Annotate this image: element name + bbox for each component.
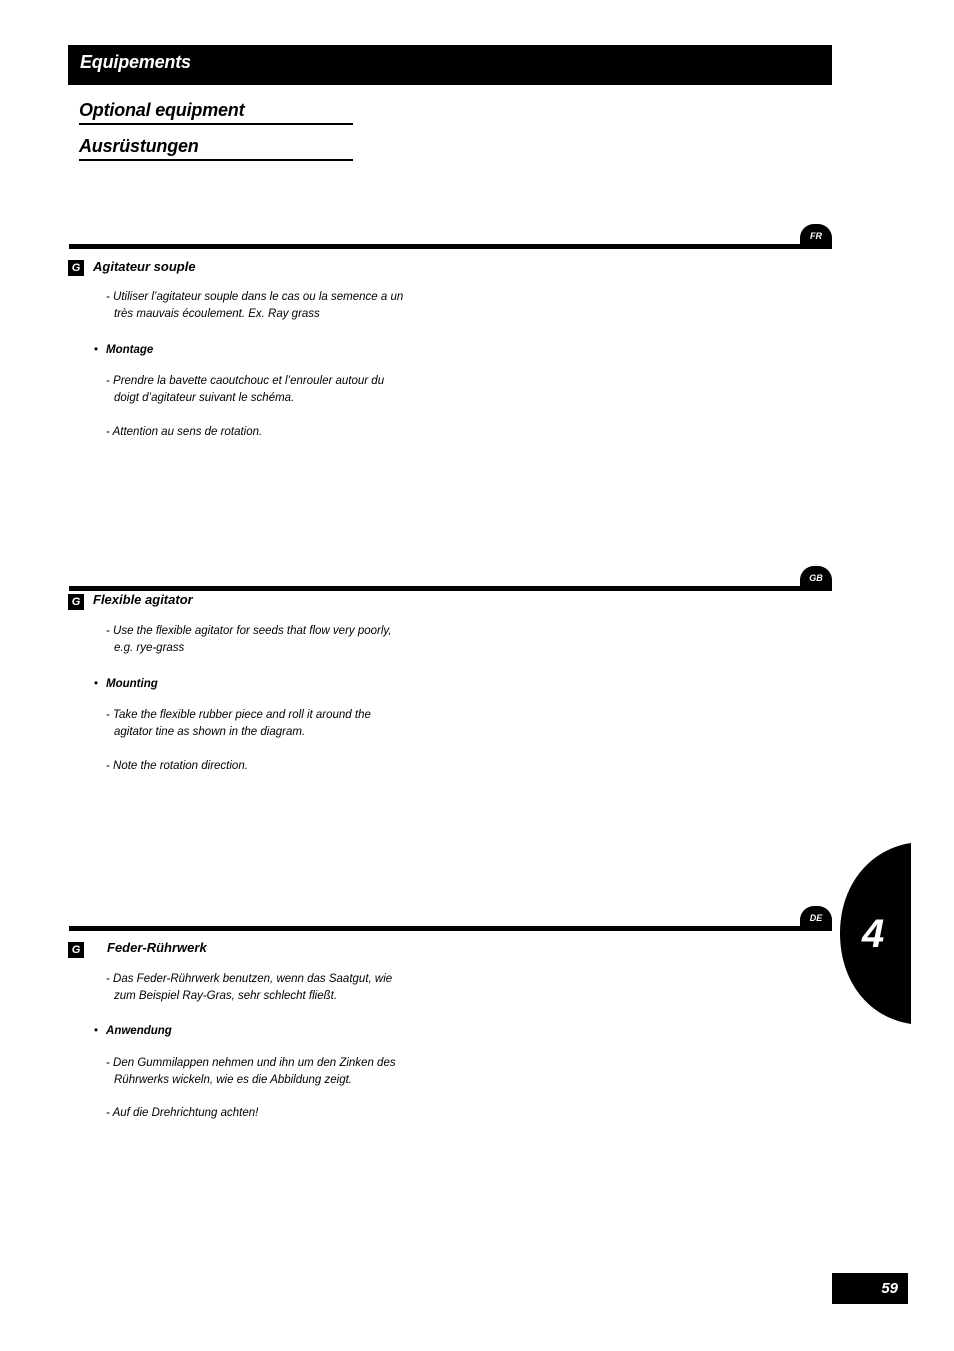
page-number: 59 [832, 1273, 908, 1304]
language-badge-fr: FR [800, 224, 832, 248]
bullet-label: Mounting [106, 678, 158, 690]
bullet-dot: • [94, 678, 99, 690]
text-line: doigt d’agitateur suivant le schéma. [114, 392, 295, 404]
bullet-label: Anwendung [106, 1025, 172, 1037]
text-line: agitator tine as shown in the diagram. [114, 726, 306, 738]
section-heading-gb: Flexible agitator [93, 592, 193, 607]
note-paragraph-fr: - Attention au sens de rotation. [106, 426, 263, 438]
note-paragraph-gb: - Note the rotation direction. [106, 760, 248, 772]
bullet-heading-de [94, 1025, 172, 1037]
bullet-heading-gb [94, 678, 158, 690]
text-line: Rührwerks wickeln, wie es die Abbildung zeigt. [114, 1074, 352, 1086]
text-line: - Utiliser l’agitateur souple dans le cas ou la semence a un [106, 291, 404, 303]
text-line: - Prendre la bavette caoutchouc et l’enrouler autour du [106, 375, 385, 387]
chapter-number: 4 [862, 912, 885, 956]
bullet-dot: • [94, 1025, 99, 1037]
bullet-heading-fr [94, 344, 153, 356]
item-marker-g: G [68, 942, 84, 958]
text-line: - Use the flexible agitator for seeds that flow very poorly, [106, 625, 392, 637]
step-paragraph-de [106, 1055, 418, 1089]
bullet-dot: • [94, 344, 99, 356]
section-heading-de: Feder-Rührwerk [107, 940, 207, 955]
section-rule-de [69, 926, 832, 931]
text-line: - Den Gummilappen nehmen und ihn um den Zinken des [106, 1057, 396, 1069]
language-badge-de: DE [800, 906, 832, 930]
intro-paragraph-gb [106, 623, 418, 657]
step-paragraph-fr [106, 373, 418, 407]
text-line: - Das Feder-Rührwerk benutzen, wenn das Saatgut, wie [106, 973, 393, 985]
bullet-label: Montage [106, 344, 154, 356]
page-title: Equipements [80, 52, 191, 72]
item-marker-g: G [68, 260, 84, 276]
section-rule-fr [69, 244, 832, 249]
subtitle-german: Ausrüstungen [79, 136, 353, 161]
text-line: très mauvais écoulement. Ex. Ray grass [114, 308, 320, 320]
text-line: e.g. rye-grass [114, 642, 185, 654]
intro-paragraph-de [106, 971, 418, 1005]
section-heading-fr: Agitateur souple [93, 259, 196, 274]
item-marker-g: G [68, 594, 84, 610]
section-rule-gb [69, 586, 832, 591]
text-line: - Take the flexible rubber piece and roll it around the [106, 709, 371, 721]
step-paragraph-gb [106, 707, 418, 741]
note-paragraph-de: - Auf die Drehrichtung achten! [106, 1107, 259, 1119]
intro-paragraph-fr [106, 289, 418, 323]
text-line: zum Beispiel Ray-Gras, sehr schlecht fließt. [114, 990, 338, 1002]
language-badge-gb: GB [800, 566, 832, 590]
subtitle-english: Optional equipment [79, 100, 353, 125]
